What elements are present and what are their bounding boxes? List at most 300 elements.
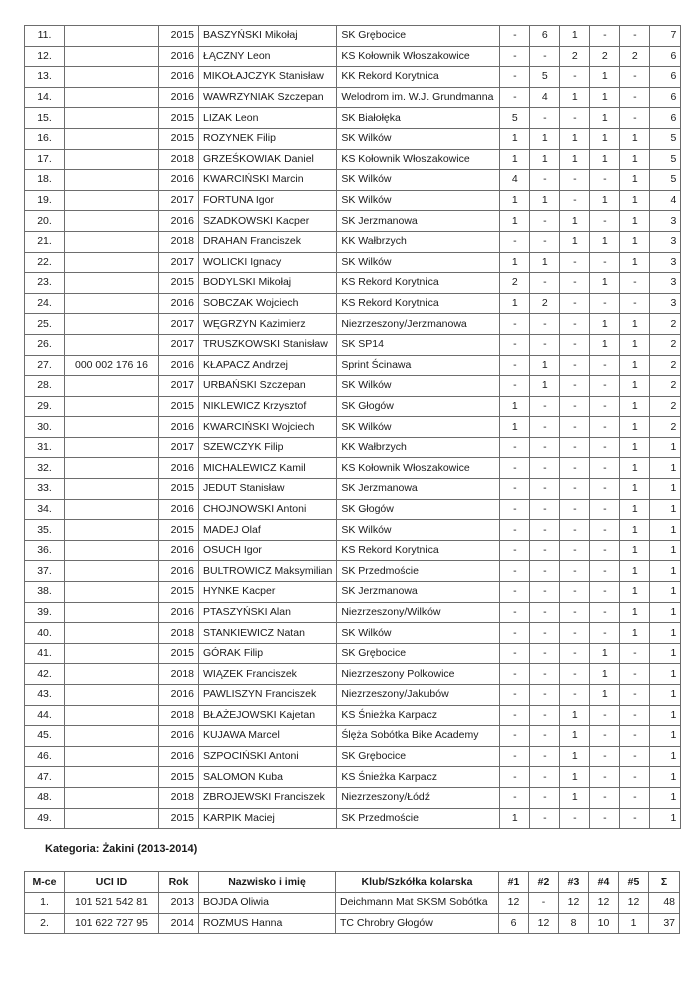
- uci-id-cell: [65, 26, 159, 47]
- place-cell: 49.: [25, 808, 65, 829]
- uci-id-cell: [65, 746, 159, 767]
- year-cell: 2013: [159, 893, 199, 914]
- uci-id-cell: [65, 602, 159, 623]
- race-2-cell: -: [530, 787, 560, 808]
- name-cell: ZBROJEWSKI Franciszek: [199, 787, 337, 808]
- name-cell: HYNKE Kacper: [199, 582, 337, 603]
- race-2-cell: -: [530, 808, 560, 829]
- name-cell: WIĄZEK Franciszek: [199, 664, 337, 685]
- race-2-cell: -: [530, 231, 560, 252]
- race-5-cell: 1: [620, 499, 650, 520]
- total-cell: 2: [650, 334, 681, 355]
- race-1-cell: -: [500, 685, 530, 706]
- table-row: [25, 231, 681, 252]
- results-table: [24, 25, 681, 829]
- race-1-cell: -: [500, 231, 530, 252]
- uci-id-cell: [65, 520, 159, 541]
- table-row: [25, 108, 681, 129]
- total-cell: 1: [650, 808, 681, 829]
- race-2-cell: 1: [530, 190, 560, 211]
- race-2-cell: -: [530, 273, 560, 294]
- race-2-cell: -: [530, 108, 560, 129]
- place-cell: 33.: [25, 479, 65, 500]
- race-3-cell: -: [560, 437, 590, 458]
- race-4-cell: -: [590, 726, 620, 747]
- race-1-cell: -: [500, 479, 530, 500]
- total-cell: 3: [650, 231, 681, 252]
- club-cell: SK SP14: [337, 334, 500, 355]
- uci-id-cell: [65, 726, 159, 747]
- place-cell: 32.: [25, 458, 65, 479]
- club-cell: SK Białołęka: [337, 108, 500, 129]
- total-cell: 2: [650, 355, 681, 376]
- race-5-cell: -: [620, 26, 650, 47]
- name-cell: WĘGRZYN Kazimierz: [199, 314, 337, 335]
- club-cell: SK Przedmoście: [337, 808, 500, 829]
- year-cell: 2016: [159, 46, 199, 67]
- race-2-cell: -: [530, 520, 560, 541]
- year-cell: 2017: [159, 252, 199, 273]
- race-1-cell: 1: [500, 417, 530, 438]
- club-cell: KK Rekord Korytnica: [337, 67, 500, 88]
- total-cell: 1: [650, 458, 681, 479]
- year-cell: 2015: [159, 808, 199, 829]
- total-cell: 1: [650, 540, 681, 561]
- name-cell: SOBCZAK Wojciech: [199, 293, 337, 314]
- club-cell: Niezrzeszony/Jakubów: [337, 685, 500, 706]
- uci-id-cell: [65, 252, 159, 273]
- uci-id-cell: [65, 540, 159, 561]
- race-4-cell: -: [590, 623, 620, 644]
- year-cell: 2018: [159, 149, 199, 170]
- place-cell: 41.: [25, 643, 65, 664]
- race-3-cell: 1: [560, 726, 590, 747]
- race-4-cell: -: [590, 355, 620, 376]
- place-cell: 45.: [25, 726, 65, 747]
- uci-id-cell: [65, 314, 159, 335]
- race-5-cell: 1: [620, 231, 650, 252]
- table-row: [25, 685, 681, 706]
- race-1-cell: -: [500, 499, 530, 520]
- table-row: [25, 746, 681, 767]
- table-row: [25, 499, 681, 520]
- club-cell: SK Wilków: [337, 128, 500, 149]
- race-3-cell: -: [560, 520, 590, 541]
- table-row: [25, 417, 681, 438]
- race-5-cell: -: [620, 664, 650, 685]
- uci-id-cell: [65, 787, 159, 808]
- name-cell: FORTUNA Igor: [199, 190, 337, 211]
- place-cell: 31.: [25, 437, 65, 458]
- total-cell: 3: [650, 252, 681, 273]
- race-1-cell: 1: [500, 293, 530, 314]
- club-cell: SK Wilków: [337, 417, 500, 438]
- category-table-body: [25, 893, 680, 934]
- year-cell: 2016: [159, 211, 199, 232]
- total-cell: 1: [650, 664, 681, 685]
- race-5-cell: 1: [620, 540, 650, 561]
- total-cell: 3: [650, 293, 681, 314]
- race-2-cell: -: [530, 664, 560, 685]
- race-4-cell: -: [590, 396, 620, 417]
- race-3-cell: -: [560, 623, 590, 644]
- race-1-cell: 1: [500, 190, 530, 211]
- race-3-cell: 1: [560, 767, 590, 788]
- uci-id-cell: [65, 149, 159, 170]
- uci-id-cell: [65, 87, 159, 108]
- race-2-cell: 5: [530, 67, 560, 88]
- year-cell: 2018: [159, 787, 199, 808]
- place-cell: 39.: [25, 602, 65, 623]
- table-row: [25, 67, 681, 88]
- race-1-cell: 1: [500, 211, 530, 232]
- club-cell: TC Chrobry Głogów: [336, 913, 499, 934]
- place-cell: 27.: [25, 355, 65, 376]
- race-5-cell: -: [620, 746, 650, 767]
- uci-id-cell: [65, 767, 159, 788]
- race-2-cell: -: [530, 479, 560, 500]
- total-cell: 1: [650, 767, 681, 788]
- year-cell: 2014: [159, 913, 199, 934]
- club-cell: Sprint Ścinawa: [337, 355, 500, 376]
- place-cell: 23.: [25, 273, 65, 294]
- table-row: [25, 602, 681, 623]
- table-row: [25, 396, 681, 417]
- place-cell: 1.: [25, 893, 65, 914]
- name-cell: NIKLEWICZ Krzysztof: [199, 396, 337, 417]
- place-cell: 15.: [25, 108, 65, 129]
- uci-id-cell: [65, 561, 159, 582]
- year-cell: 2016: [159, 726, 199, 747]
- year-cell: 2016: [159, 458, 199, 479]
- race-3-cell: -: [560, 479, 590, 500]
- race-3-cell: -: [560, 561, 590, 582]
- race-3-cell: -: [560, 685, 590, 706]
- uci-id-cell: [65, 46, 159, 67]
- race-2-cell: 4: [530, 87, 560, 108]
- race-5-cell: 1: [620, 149, 650, 170]
- race-3-cell: -: [560, 643, 590, 664]
- year-cell: 2017: [159, 437, 199, 458]
- header-place: M-ce: [25, 872, 65, 893]
- name-cell: KWARCIŃSKI Marcin: [199, 170, 337, 191]
- race-3-cell: 1: [560, 26, 590, 47]
- name-cell: MADEJ Olaf: [199, 520, 337, 541]
- table-row: [25, 561, 681, 582]
- race-5-cell: 1: [620, 458, 650, 479]
- race-3-cell: -: [560, 314, 590, 335]
- club-cell: KS Śnieżka Karpacz: [337, 705, 500, 726]
- race-3-cell: -: [560, 458, 590, 479]
- total-cell: 3: [650, 211, 681, 232]
- race-3-cell: -: [560, 664, 590, 685]
- name-cell: KWARCIŃSKI Wojciech: [199, 417, 337, 438]
- table-row: [25, 46, 681, 67]
- place-cell: 18.: [25, 170, 65, 191]
- race-2-cell: -: [530, 602, 560, 623]
- race-4-cell: -: [590, 602, 620, 623]
- uci-id-cell: [65, 170, 159, 191]
- total-cell: 4: [650, 190, 681, 211]
- club-cell: SK Wilków: [337, 170, 500, 191]
- place-cell: 34.: [25, 499, 65, 520]
- uci-id-cell: [65, 231, 159, 252]
- name-cell: CHOJNOWSKI Antoni: [199, 499, 337, 520]
- race-3-cell: 1: [560, 746, 590, 767]
- race-3-cell: 8: [559, 913, 589, 934]
- total-cell: 1: [650, 499, 681, 520]
- race-3-cell: -: [560, 355, 590, 376]
- race-5-cell: 1: [620, 128, 650, 149]
- race-4-cell: -: [590, 376, 620, 397]
- total-cell: 1: [650, 685, 681, 706]
- race-2-cell: -: [530, 561, 560, 582]
- place-cell: 22.: [25, 252, 65, 273]
- year-cell: 2016: [159, 67, 199, 88]
- uci-id-cell: [65, 705, 159, 726]
- total-cell: 5: [650, 128, 681, 149]
- table-row: [25, 767, 681, 788]
- name-cell: BŁAŻEJOWSKI Kajetan: [199, 705, 337, 726]
- race-2-cell: 1: [530, 355, 560, 376]
- place-cell: 28.: [25, 376, 65, 397]
- total-cell: 1: [650, 437, 681, 458]
- race-4-cell: -: [590, 582, 620, 603]
- category-title: Kategoria: Żakini (2013-2014): [45, 843, 198, 855]
- name-cell: URBAŃSKI Szczepan: [199, 376, 337, 397]
- race-4-cell: 1: [590, 314, 620, 335]
- race-5-cell: 1: [620, 376, 650, 397]
- race-2-cell: 6: [530, 26, 560, 47]
- race-1-cell: -: [500, 726, 530, 747]
- race-2-cell: -: [530, 623, 560, 644]
- place-cell: 25.: [25, 314, 65, 335]
- race-3-cell: -: [560, 334, 590, 355]
- table-row: [25, 273, 681, 294]
- race-3-cell: -: [560, 108, 590, 129]
- place-cell: 38.: [25, 582, 65, 603]
- race-1-cell: -: [500, 46, 530, 67]
- category-table-header: [25, 872, 680, 893]
- race-1-cell: -: [500, 602, 530, 623]
- total-cell: 6: [650, 67, 681, 88]
- total-cell: 2: [650, 396, 681, 417]
- race-3-cell: 1: [560, 87, 590, 108]
- table-row: [25, 211, 681, 232]
- total-cell: 6: [650, 87, 681, 108]
- total-cell: 6: [650, 108, 681, 129]
- race-3-cell: 1: [560, 128, 590, 149]
- year-cell: 2015: [159, 643, 199, 664]
- uci-id-cell: 000 002 176 16: [65, 355, 159, 376]
- uci-id-cell: 101 622 727 95: [65, 913, 159, 934]
- uci-id-cell: [65, 67, 159, 88]
- club-cell: Niezrzeszony Polkowice: [337, 664, 500, 685]
- race-1-cell: -: [500, 787, 530, 808]
- club-cell: SK Przedmoście: [337, 561, 500, 582]
- race-2-cell: -: [529, 893, 559, 914]
- place-cell: 24.: [25, 293, 65, 314]
- table-row: [25, 252, 681, 273]
- race-1-cell: 1: [500, 149, 530, 170]
- race-4-cell: 1: [590, 643, 620, 664]
- table-row: [25, 26, 681, 47]
- race-3-cell: -: [560, 376, 590, 397]
- header-race-3: #3: [559, 872, 589, 893]
- race-1-cell: 1: [500, 252, 530, 273]
- race-1-cell: 2: [500, 273, 530, 294]
- race-3-cell: 1: [560, 211, 590, 232]
- uci-id-cell: [65, 685, 159, 706]
- uci-id-cell: [65, 128, 159, 149]
- race-4-cell: 10: [589, 913, 619, 934]
- place-cell: 19.: [25, 190, 65, 211]
- race-3-cell: -: [560, 602, 590, 623]
- table-row: [25, 458, 681, 479]
- race-5-cell: -: [620, 767, 650, 788]
- club-cell: Welodrom im. W.J. Grundmanna: [337, 87, 500, 108]
- year-cell: 2015: [159, 273, 199, 294]
- race-4-cell: 1: [590, 334, 620, 355]
- race-1-cell: 5: [500, 108, 530, 129]
- race-5-cell: 1: [620, 190, 650, 211]
- name-cell: DRAHAN Franciszek: [199, 231, 337, 252]
- race-1-cell: 6: [499, 913, 529, 934]
- club-cell: Niezrzeszony/Wilków: [337, 602, 500, 623]
- total-cell: 1: [650, 705, 681, 726]
- name-cell: SZPOCIŃSKI Antoni: [199, 746, 337, 767]
- year-cell: 2016: [159, 170, 199, 191]
- race-2-cell: -: [530, 334, 560, 355]
- race-5-cell: -: [620, 108, 650, 129]
- place-cell: 20.: [25, 211, 65, 232]
- table-row: [25, 293, 681, 314]
- year-cell: 2018: [159, 231, 199, 252]
- race-2-cell: -: [530, 685, 560, 706]
- race-5-cell: -: [620, 726, 650, 747]
- name-cell: BOJDA Oliwia: [199, 893, 336, 914]
- total-cell: 48: [649, 893, 680, 914]
- total-cell: 1: [650, 582, 681, 603]
- race-2-cell: -: [530, 46, 560, 67]
- race-4-cell: -: [590, 479, 620, 500]
- year-cell: 2016: [159, 417, 199, 438]
- year-cell: 2017: [159, 190, 199, 211]
- race-2-cell: -: [530, 746, 560, 767]
- race-3-cell: -: [560, 499, 590, 520]
- header-total: Σ: [649, 872, 680, 893]
- race-4-cell: -: [590, 26, 620, 47]
- table-row: [25, 787, 681, 808]
- race-4-cell: -: [590, 211, 620, 232]
- race-4-cell: 1: [590, 664, 620, 685]
- race-2-cell: -: [530, 396, 560, 417]
- race-5-cell: 1: [620, 252, 650, 273]
- place-cell: 46.: [25, 746, 65, 767]
- total-cell: 2: [650, 417, 681, 438]
- category-table: [24, 871, 680, 934]
- uci-id-cell: [65, 499, 159, 520]
- race-5-cell: 2: [620, 46, 650, 67]
- race-1-cell: -: [500, 623, 530, 644]
- race-5-cell: -: [620, 293, 650, 314]
- place-cell: 44.: [25, 705, 65, 726]
- race-1-cell: -: [500, 437, 530, 458]
- race-4-cell: -: [590, 499, 620, 520]
- uci-id-cell: 101 521 542 81: [65, 893, 159, 914]
- race-2-cell: -: [530, 211, 560, 232]
- race-3-cell: -: [560, 808, 590, 829]
- race-1-cell: -: [500, 26, 530, 47]
- table-row: [25, 705, 681, 726]
- uci-id-cell: [65, 273, 159, 294]
- name-cell: TRUSZKOWSKI Stanisław: [199, 334, 337, 355]
- race-1-cell: -: [500, 334, 530, 355]
- race-5-cell: -: [620, 808, 650, 829]
- table-row: [25, 582, 681, 603]
- race-5-cell: 1: [620, 396, 650, 417]
- club-cell: KS Rekord Korytnica: [337, 540, 500, 561]
- name-cell: ROZYNEK Filip: [199, 128, 337, 149]
- race-1-cell: -: [500, 767, 530, 788]
- race-1-cell: -: [500, 664, 530, 685]
- race-3-cell: -: [560, 190, 590, 211]
- race-4-cell: -: [590, 808, 620, 829]
- table-row: [25, 479, 681, 500]
- table-row: [25, 623, 681, 644]
- race-5-cell: 1: [620, 437, 650, 458]
- race-2-cell: -: [530, 314, 560, 335]
- uci-id-cell: [65, 479, 159, 500]
- uci-id-cell: [65, 582, 159, 603]
- name-cell: JEDUT Stanisław: [199, 479, 337, 500]
- race-2-cell: -: [530, 643, 560, 664]
- club-cell: SK Jerzmanowa: [337, 211, 500, 232]
- table-row: [25, 87, 681, 108]
- total-cell: 1: [650, 520, 681, 541]
- race-5-cell: 1: [620, 479, 650, 500]
- race-1-cell: 12: [499, 893, 529, 914]
- club-cell: SK Głogów: [337, 499, 500, 520]
- table-row: [25, 437, 681, 458]
- race-5-cell: 1: [620, 314, 650, 335]
- race-4-cell: 1: [590, 190, 620, 211]
- name-cell: GÓRAK Filip: [199, 643, 337, 664]
- table-row: [25, 643, 681, 664]
- race-2-cell: -: [530, 417, 560, 438]
- uci-id-cell: [65, 190, 159, 211]
- race-5-cell: -: [620, 67, 650, 88]
- year-cell: 2017: [159, 376, 199, 397]
- place-cell: 42.: [25, 664, 65, 685]
- race-3-cell: -: [560, 582, 590, 603]
- race-1-cell: -: [500, 643, 530, 664]
- place-cell: 13.: [25, 67, 65, 88]
- name-cell: MIKOŁAJCZYK Stanisław: [199, 67, 337, 88]
- year-cell: 2016: [159, 746, 199, 767]
- place-cell: 47.: [25, 767, 65, 788]
- race-5-cell: 1: [620, 417, 650, 438]
- club-cell: Deichmann Mat SKSM Sobótka: [336, 893, 499, 914]
- race-5-cell: -: [620, 87, 650, 108]
- total-cell: 1: [650, 746, 681, 767]
- uci-id-cell: [65, 396, 159, 417]
- place-cell: 48.: [25, 787, 65, 808]
- race-2-cell: -: [530, 458, 560, 479]
- header-race-4: #4: [589, 872, 619, 893]
- club-cell: KS Śnieżka Karpacz: [337, 767, 500, 788]
- race-2-cell: -: [530, 726, 560, 747]
